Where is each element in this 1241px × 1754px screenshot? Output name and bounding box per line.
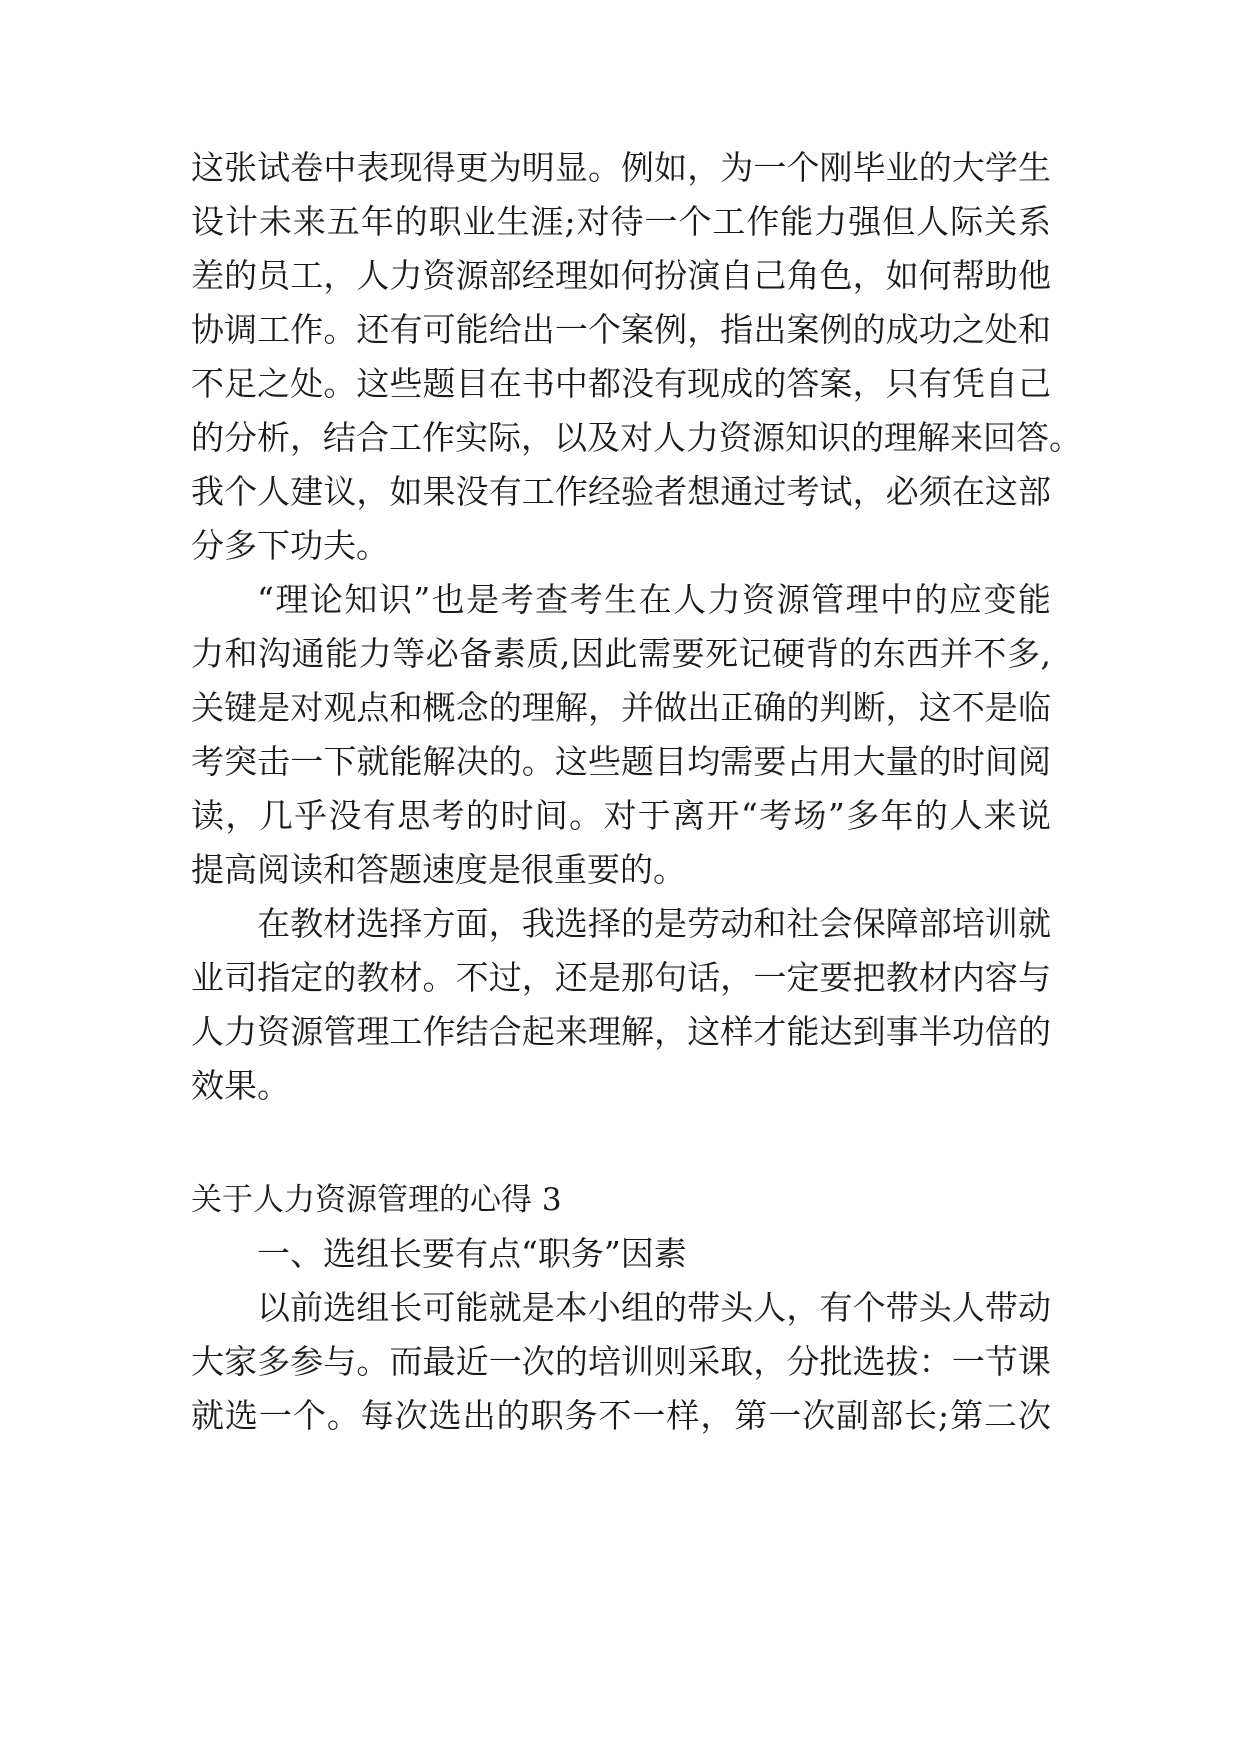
paragraph-4-line: 大家多参与。而最近一次的培训则采取，分批选拔：一节课 [191,1342,1051,1381]
paragraph-2-line: 读，几乎没有思考的时间。对于离开“考场”多年的人来说 [191,796,1051,835]
subheading: 一、选组长要有点“职务”因素 [257,1234,687,1273]
paragraph-1-line: 分多下功夫。 [191,526,389,565]
paragraph-2-line: 提高阅读和答题速度是很重要的。 [191,850,686,889]
paragraph-1-line: 差的员工，人力资源部经理如何扮演自己角色，如何帮助他 [191,256,1051,295]
paragraph-2-line: “理论知识”也是考查考生在人力资源管理中的应变能 [257,580,1051,619]
paragraph-3-line: 人力资源管理工作结合起来理解，这样才能达到事半功倍的 [191,1012,1051,1051]
section-heading: 关于人力资源管理的心得 3 [191,1182,562,1218]
paragraph-1-line: 不足之处。这些题目在书中都没有现成的答案，只有凭自己 [191,364,1051,403]
paragraph-3-line: 在教材选择方面，我选择的是劳动和社会保障部培训就 [257,904,1051,943]
paragraph-1-line: 设计未来五年的职业生涯;对待一个工作能力强但人际关系 [191,202,1051,241]
paragraph-2-line: 关键是对观点和概念的理解，并做出正确的判断，这不是临 [191,688,1051,727]
paragraph-1-line: 我个人建议，如果没有工作经验者想通过考试，必须在这部 [191,472,1051,511]
paragraph-2-line: 考突击一下就能解决的。这些题目均需要占用大量的时间阅 [191,742,1051,781]
paragraph-3-line: 业司指定的教材。不过，还是那句话，一定要把教材内容与 [191,958,1051,997]
paragraph-2-line: 力和沟通能力等必备素质,因此需要死记硬背的东西并不多, [191,634,1051,673]
paragraph-1-line: 协调工作。还有可能给出一个案例，指出案例的成功之处和 [191,310,1051,349]
paragraph-4-line: 就选一个。每次选出的职务不一样，第一次副部长;第二次 [191,1396,1051,1435]
paragraph-3-line: 效果。 [191,1066,290,1105]
paragraph-1-line: 这张试卷中表现得更为明显。例如，为一个刚毕业的大学生 [191,148,1051,187]
paragraph-4-line: 以前选组长可能就是本小组的带头人，有个带头人带动 [257,1288,1051,1327]
paragraph-1-line: 的分析，结合工作实际，以及对人力资源知识的理解来回答。 [191,418,1082,457]
